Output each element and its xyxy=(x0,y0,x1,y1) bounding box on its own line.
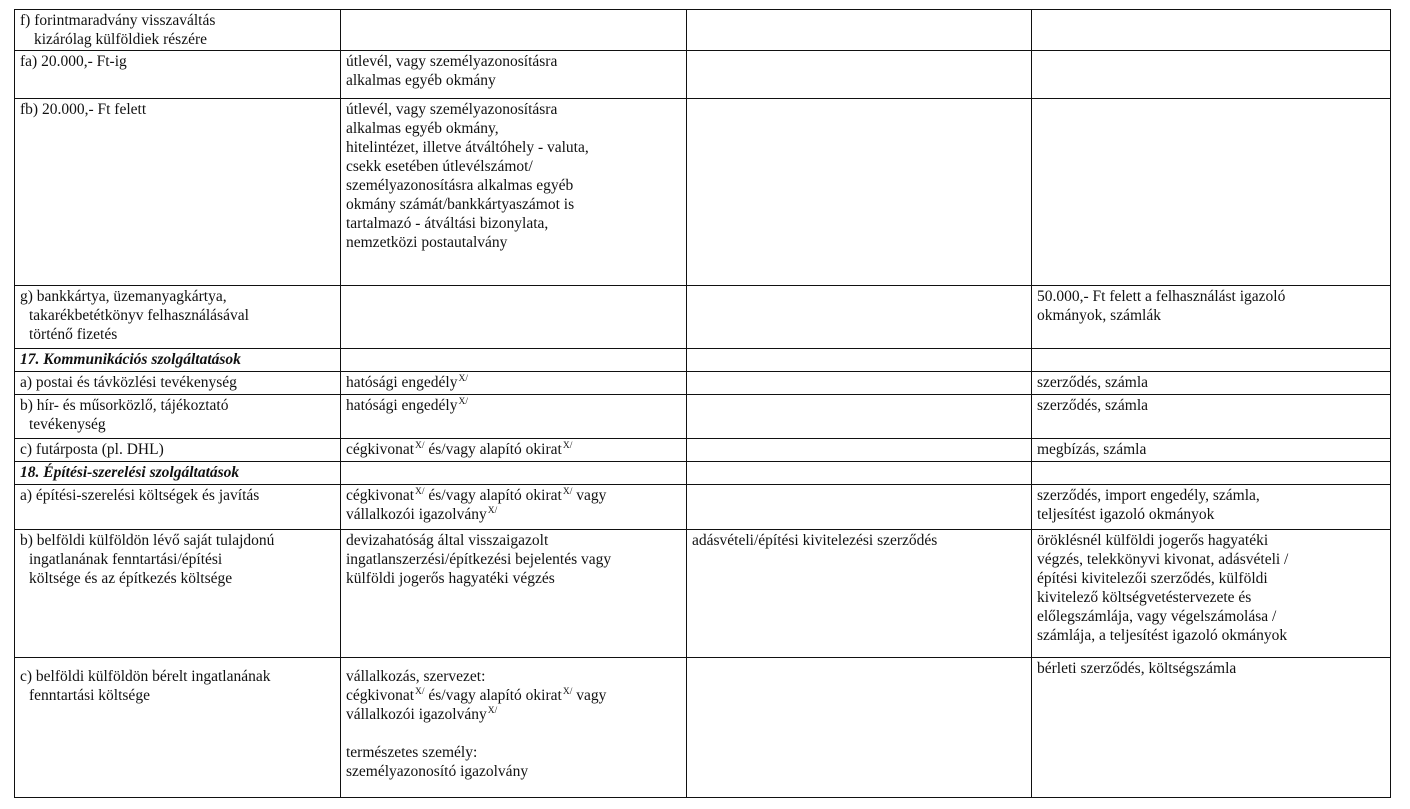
row-title-cell xyxy=(15,395,341,439)
row-title-line: ingatlanának fenntartási/építési xyxy=(29,551,223,568)
row-title-cell xyxy=(15,530,341,658)
document-line: devizahatóság által visszaigazolt xyxy=(346,532,549,549)
contract-cell xyxy=(687,395,1032,439)
supporting-document-cell xyxy=(1032,658,1391,798)
required-document-cell xyxy=(341,530,687,658)
document-line: hatósági engedély xyxy=(346,374,458,391)
section-heading-cell xyxy=(15,462,341,485)
document-line: cégkivonat xyxy=(346,687,415,704)
payment-documents-table xyxy=(14,9,1391,798)
row-title-line: fa) 20.000,- Ft-ig xyxy=(20,53,127,70)
supporting-document-cell xyxy=(1032,372,1391,395)
contract-cell xyxy=(687,10,1032,51)
contract-cell xyxy=(687,51,1032,99)
document-line: ingatlanszerzési/építkezési bejelentés vagy xyxy=(346,551,612,568)
row-title-line: kizárólag külföldiek részére xyxy=(34,31,207,48)
document-line: nemzetközi postautalvány xyxy=(346,234,508,251)
document-line: csekk esetében útlevélszámot/ xyxy=(346,158,533,175)
contract-cell xyxy=(687,372,1032,395)
supporting-document-cell xyxy=(1032,99,1391,286)
row-title-cell xyxy=(15,439,341,462)
document-line: hitelintézet, illetve átváltóhely - valuta, xyxy=(346,139,589,156)
table-row xyxy=(15,395,1391,439)
supporting-document-cell xyxy=(1032,485,1391,530)
contract-cell xyxy=(687,349,1032,372)
supporting-line: öröklésnél külföldi jogerős hagyatéki xyxy=(1037,532,1269,549)
document-line: vállalkozói igazolvány xyxy=(346,506,487,523)
supporting-document-cell xyxy=(1032,439,1391,462)
section-heading-row xyxy=(15,349,1391,372)
required-document-cell xyxy=(341,658,687,798)
contract-cell xyxy=(687,286,1032,349)
document-line: személyazonosító igazolvány xyxy=(346,763,529,780)
contract-cell xyxy=(687,99,1032,286)
supporting-document-cell xyxy=(1032,51,1391,99)
supporting-document-cell xyxy=(1032,395,1391,439)
row-title-line: g) bankkártya, üzemanyagkártya, xyxy=(20,288,227,305)
row-title-line: történő fizetés xyxy=(29,326,118,343)
contract-cell xyxy=(687,439,1032,462)
table-row xyxy=(15,658,1391,798)
required-document-cell xyxy=(341,51,687,99)
footnote-mark: X/ xyxy=(415,687,425,697)
table-row xyxy=(15,439,1391,462)
footnote-mark: X/ xyxy=(562,687,573,697)
required-document-cell xyxy=(341,10,687,51)
document-line: és/vagy alapító okirat xyxy=(428,687,562,704)
row-title-line: takarékbetétkönyv felhasználásával xyxy=(29,307,249,324)
supporting-document-cell xyxy=(1032,530,1391,658)
document-line: cégkivonat xyxy=(346,441,415,458)
footnote-mark: X/ xyxy=(487,506,498,516)
document-line: természetes személy: xyxy=(346,744,478,761)
supporting-line: megbízás, számla xyxy=(1037,441,1147,458)
required-document-cell xyxy=(341,286,687,349)
footnote-mark: X/ xyxy=(458,374,468,384)
supporting-line: előlegszámlája, vagy végelszámolása / xyxy=(1037,608,1277,625)
table-row xyxy=(15,10,1391,51)
supporting-line: számlája, a teljesítést igazoló okmányok xyxy=(1037,627,1288,644)
table-row xyxy=(15,530,1391,658)
supporting-document-cell xyxy=(1032,462,1391,485)
table-row xyxy=(15,485,1391,530)
row-title-cell xyxy=(15,372,341,395)
table-row xyxy=(15,372,1391,395)
required-document-cell xyxy=(341,99,687,286)
contract-cell xyxy=(687,658,1032,798)
row-title-line: b) hír- és műsorközlő, tájékoztató xyxy=(20,397,229,414)
document-line: külföldi jogerős hagyatéki végzés xyxy=(346,570,555,587)
contract-line: adásvételi/építési kivitelezési szerződés xyxy=(692,532,938,549)
supporting-document-cell xyxy=(1032,10,1391,51)
document-line: vállalkozás, szervezet: xyxy=(346,668,486,685)
row-title-cell xyxy=(15,658,341,798)
footnote-mark: X/ xyxy=(415,441,425,451)
contract-cell xyxy=(687,462,1032,485)
document-line: vagy xyxy=(576,487,607,504)
section-heading: 17. Kommunikációs szolgáltatások xyxy=(20,351,241,368)
section-heading: 18. Építési-szerelési szolgáltatások xyxy=(20,464,240,481)
supporting-line: teljesítést igazoló okmányok xyxy=(1037,506,1215,523)
row-title-line: f) forintmaradvány visszaváltás xyxy=(20,12,216,29)
footnote-mark: X/ xyxy=(458,397,468,407)
row-title-line: b) belföldi külföldön lévő saját tulajdonú xyxy=(20,532,275,549)
required-document-cell xyxy=(341,372,687,395)
required-document-cell xyxy=(341,349,687,372)
document-line: vállalkozói igazolvány xyxy=(346,706,487,723)
table-row xyxy=(15,51,1391,99)
required-document-cell xyxy=(341,485,687,530)
section-heading-row xyxy=(15,462,1391,485)
document-line: és/vagy alapító okirat xyxy=(428,441,562,458)
document-line: útlevél, vagy személyazonosításra xyxy=(346,53,558,70)
supporting-document-cell xyxy=(1032,286,1391,349)
document-line: cégkivonat xyxy=(346,487,415,504)
document-line: útlevél, vagy személyazonosításra xyxy=(346,101,558,118)
document-line: személyazonosításra alkalmas egyéb xyxy=(346,177,574,194)
row-title-line: a) építési-szerelési költségek és javítás xyxy=(20,487,260,504)
row-title-line: a) postai és távközlési tevékenység xyxy=(20,374,237,391)
footnote-mark: X/ xyxy=(487,706,498,716)
row-title-line: tevékenység xyxy=(29,416,106,433)
table-row xyxy=(15,99,1391,286)
document-line: vagy xyxy=(576,687,607,704)
document-line: tartalmazó - átváltási bizonylata, xyxy=(346,215,549,232)
supporting-line: okmányok, számlák xyxy=(1037,307,1161,324)
document-line: és/vagy alapító okirat xyxy=(428,487,562,504)
document-line: alkalmas egyéb okmány xyxy=(346,72,496,89)
footnote-mark: X/ xyxy=(562,441,573,451)
contract-cell xyxy=(687,530,1032,658)
supporting-line: bérleti szerződés, költségszámla xyxy=(1037,660,1237,677)
supporting-line: szerződés, számla xyxy=(1037,374,1149,391)
row-title-line: költsége és az építkezés költsége xyxy=(29,570,233,587)
row-title-cell xyxy=(15,10,341,51)
row-title-cell xyxy=(15,286,341,349)
document-line: okmány számát/bankkártyaszámot is xyxy=(346,196,575,213)
row-title-line: fb) 20.000,- Ft felett xyxy=(20,101,147,118)
supporting-line: 50.000,- Ft felett a felhasználást igazoló xyxy=(1037,288,1286,305)
required-document-cell xyxy=(341,395,687,439)
document-line: hatósági engedély xyxy=(346,397,458,414)
footnote-mark: X/ xyxy=(562,487,573,497)
row-title-line: c) futárposta (pl. DHL) xyxy=(20,441,164,458)
required-document-cell xyxy=(341,439,687,462)
table-row xyxy=(15,286,1391,349)
contract-cell xyxy=(687,485,1032,530)
document-table-page xyxy=(14,9,1390,798)
row-title-line: fenntartási költsége xyxy=(29,687,150,704)
row-title-cell xyxy=(15,99,341,286)
supporting-line: építési kivitelezői szerződés, külföldi xyxy=(1037,570,1268,587)
row-title-cell xyxy=(15,51,341,99)
section-heading-cell xyxy=(15,349,341,372)
supporting-line: kivitelező költségvetéstervezete és xyxy=(1037,589,1252,606)
supporting-document-cell xyxy=(1032,349,1391,372)
required-document-cell xyxy=(341,462,687,485)
document-line: alkalmas egyéb okmány, xyxy=(346,120,499,137)
supporting-line: szerződés, import engedély, számla, xyxy=(1037,487,1260,504)
row-title-line: c) belföldi külföldön bérelt ingatlanának xyxy=(20,668,271,685)
supporting-line: végzés, telekkönyvi kivonat, adásvételi / xyxy=(1037,551,1289,568)
supporting-line: szerződés, számla xyxy=(1037,397,1149,414)
row-title-cell xyxy=(15,485,341,530)
footnote-mark: X/ xyxy=(415,487,425,497)
